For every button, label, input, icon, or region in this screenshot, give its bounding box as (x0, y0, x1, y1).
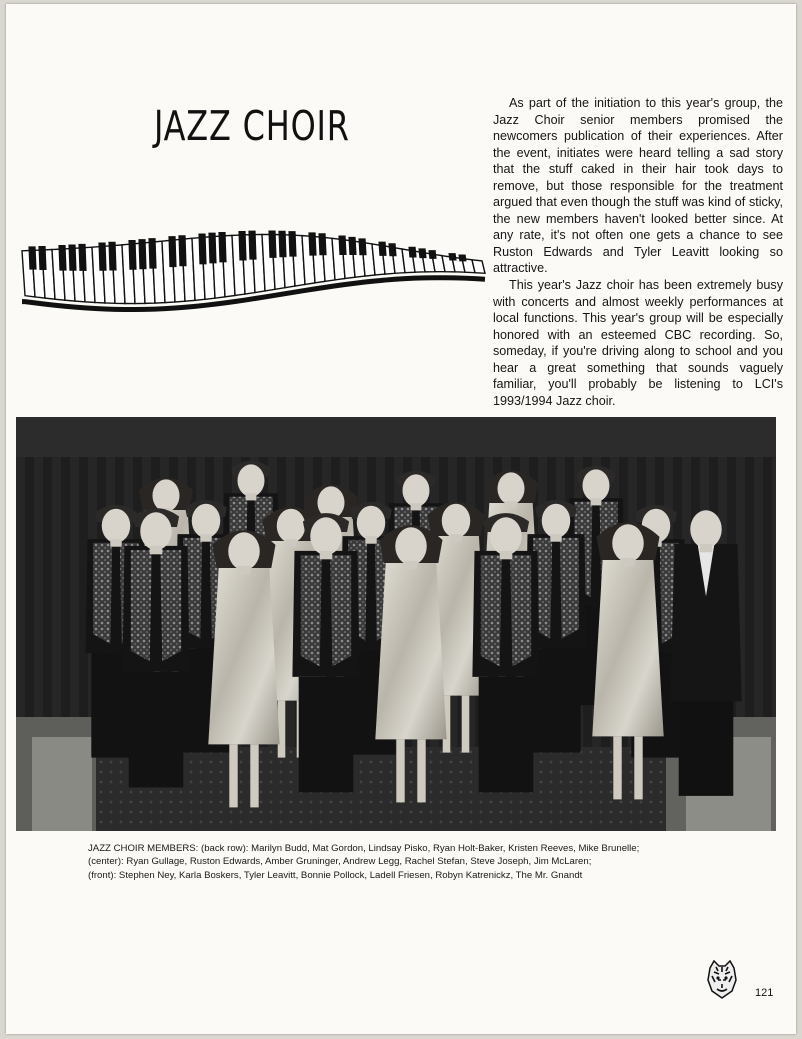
black-key (358, 238, 366, 255)
black-key (238, 231, 246, 261)
black-key (168, 236, 176, 267)
black-key (218, 232, 226, 262)
black-key (338, 236, 346, 255)
photo-caption (88, 842, 728, 882)
black-key (208, 233, 216, 264)
article-paragraph-2: This year's Jazz choir has been extremely busy with concerts and almost weekly performances at local functions. This year's group will be especially honored with an esteemed CBC recording. So, someday, if you're driving along to school and you hear a great something that sounds vaguely familiar, you'll probably be listening to LCI's 1993/1994 Jazz choir. (493, 278, 783, 408)
black-key (278, 231, 286, 258)
black-key (38, 246, 46, 270)
black-key (378, 242, 386, 256)
black-key (198, 233, 206, 264)
tiger-mascot-icon (704, 958, 740, 1000)
black-key (68, 244, 76, 270)
caption-front-row: (front): Stephen Ney, Karla Boskers, Tyler Leavitt, Bonnie Pollock, Ladell Friesen, Robyn Katrenickz, The Mr. Gnandt (88, 869, 583, 881)
choir-member-vest (472, 513, 539, 792)
choir-group-photo (16, 417, 776, 831)
black-key (418, 248, 426, 258)
wall-panel (772, 417, 776, 747)
black-key (268, 231, 276, 258)
piano-keys (22, 231, 485, 310)
caption-back-row: JAZZ CHOIR MEMBERS: (back row): Marilyn Budd, Mat Gordon, Lindsay Pisko, Ryan Holt-Baker, Kristen Reeves, Mike Brunelle; (88, 843, 640, 854)
black-key (408, 247, 416, 258)
black-key (128, 240, 136, 270)
article-text (493, 95, 783, 409)
black-key (178, 235, 186, 266)
choir-member-vest (292, 513, 359, 792)
black-key (108, 242, 116, 271)
black-key (288, 231, 296, 257)
article-paragraph-1: As part of the initiation to this year's group, the Jazz Choir senior members promised the newcomers publication of their experiences. After the event, initiates were heard telling a sad story that the stuff caked in their hair took days to remove, but those responsible for the treatment argued that even though the stuff was kind of sticky, the new members haven't looked better since. At any rate, it's not often one gets a chance to see Ruston Edwards and Tyler Leavitt looking so attractive. (493, 96, 783, 276)
black-key (138, 239, 146, 269)
wall-panel (70, 417, 79, 747)
black-key (318, 233, 326, 255)
piano-keyboard-illustration (18, 229, 486, 329)
black-key (308, 232, 316, 255)
black-key (248, 231, 256, 260)
black-key (428, 250, 436, 259)
wall-panel (754, 417, 763, 747)
caption-center-row: (center): Ryan Gullage, Ruston Edwards, Amber Gruninger, Andrew Legg, Rachel Stefan, Steve Joseph, Jim McLaren; (88, 856, 592, 868)
choir-director (670, 510, 741, 796)
page-title: JAZZ CHOIR (154, 102, 350, 150)
choir-member-vest (122, 508, 189, 787)
black-key (458, 255, 466, 262)
black-key (28, 246, 36, 269)
black-key (148, 238, 156, 268)
yearbook-page (6, 4, 796, 1034)
wall-panel (16, 417, 25, 747)
black-key (448, 253, 456, 260)
black-key (388, 243, 396, 256)
wall-panel (34, 417, 43, 747)
wall-trim (16, 417, 776, 457)
wall-panel (52, 417, 61, 747)
black-key (78, 244, 86, 271)
page-number: 121 (755, 987, 774, 999)
black-key (348, 237, 356, 255)
black-key (98, 242, 106, 270)
black-key (58, 245, 66, 271)
